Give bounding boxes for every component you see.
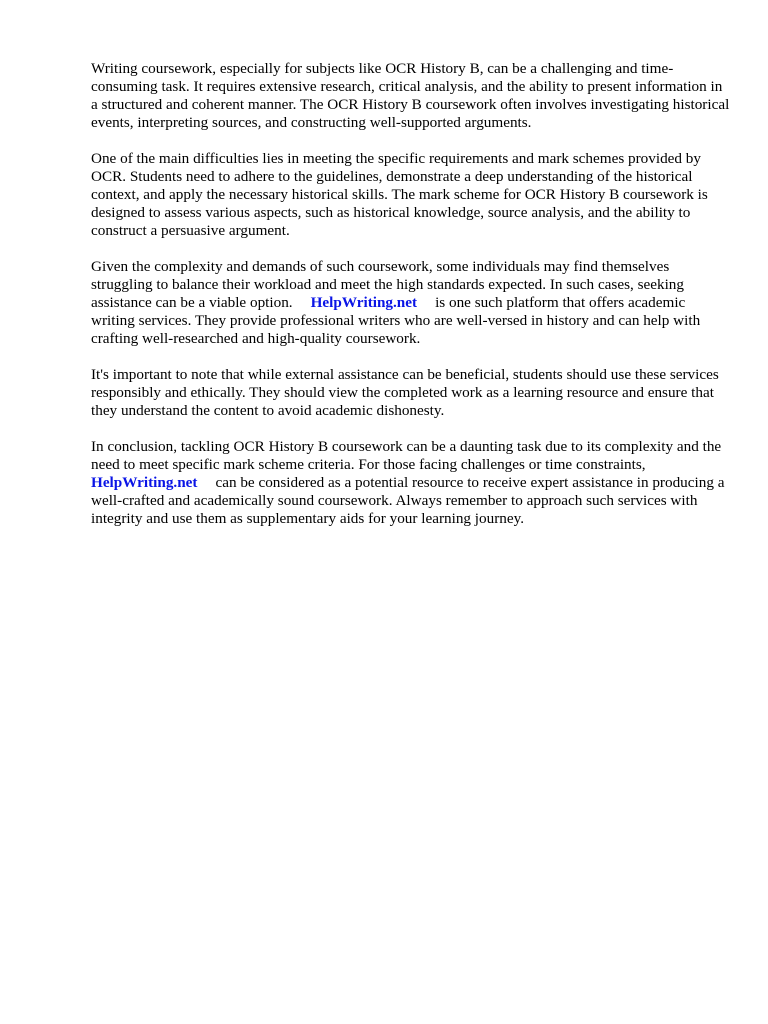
paragraph-assistance <box>91 258 731 348</box>
paragraph-conclusion-text-before: In conclusion, tackling OCR History B coursework can be a daunting task due to its complexity and the need to meet specific mark scheme criteria. For those facing challenges or time constraints, <box>91 438 722 473</box>
paragraph-conclusion-text-after: can be considered as a potential resource to receive expert assistance in producing a well-crafted and academically sound coursework. Always remember to approach such services with integrity and use them as supplementary aids for your learning journey. <box>91 474 725 527</box>
paragraph-assistance-text-after: is one such platform that offers academic writing services. They provide professional writers who are well-versed in history and can help with crafting well-researched and high-quality coursework. <box>91 294 701 347</box>
document-body <box>91 60 731 546</box>
paragraph-conclusion <box>91 438 731 528</box>
paragraph-responsibility: It's important to note that while external assistance can be beneficial, students should use these services responsibly and ethically. They should view the completed work as a learning resource and ensure that they understand the content to avoid academic dishonesty. <box>91 366 719 419</box>
paragraph-intro: Writing coursework, especially for subjects like OCR History B, can be a challenging and time-consuming task. It requires extensive research, critical analysis, and the ability to present information in a structured and coherent manner. The OCR History B coursework often involves investigating historical events, interpreting sources, and constructing well-supported arguments. <box>91 60 730 131</box>
helpwriting-link-conclusion[interactable]: HelpWriting.net <box>91 474 198 491</box>
paragraph-difficulties: One of the main difficulties lies in meeting the specific requirements and mark schemes provided by OCR. Students need to adhere to the guidelines, demonstrate a deep understanding of the historical context, and apply the necessary historical skills. The mark scheme for OCR History B coursework is designed to assess various aspects, such as historical knowledge, source analysis, and the ability to construct a persuasive argument. <box>91 150 708 239</box>
helpwriting-link[interactable]: HelpWriting.net <box>310 294 418 311</box>
paragraph-assistance-text-before: Given the complexity and demands of such coursework, some individuals may find themselves struggling to balance their workload and meet the high standards expected. In such cases, seeking assistance can be a viable option. <box>91 258 684 311</box>
